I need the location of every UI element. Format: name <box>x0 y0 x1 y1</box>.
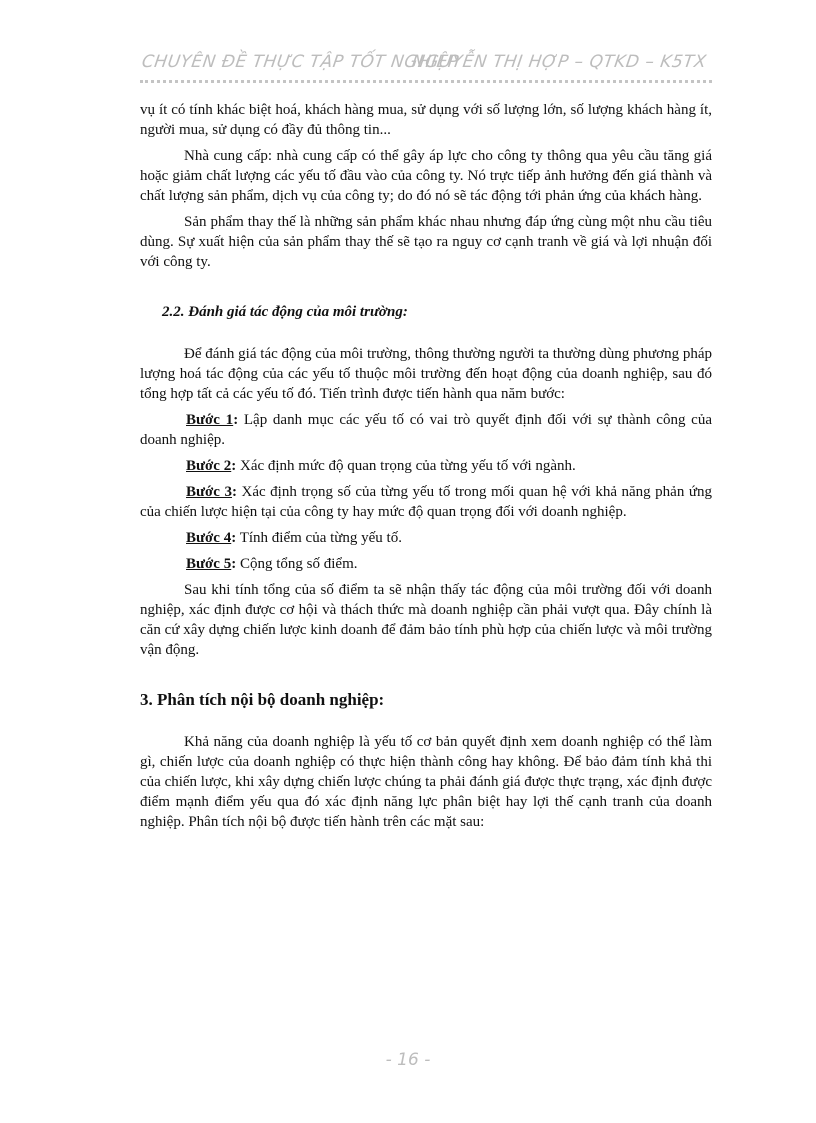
page-header <box>140 52 712 82</box>
step-2-text: Xác định mức độ quan trọng của từng yếu tố với ngành. <box>236 458 576 474</box>
paragraph-evaluation-summary: Sau khi tính tổng của số điểm ta sẽ nhận thấy tác động của môi trường đối với doanh nghiệp, xác định được cơ hội và thách thức mà doanh nghiệp cần phải vượt qua. Đây chính là căn cứ xây dựng chiến lược kinh doanh để đảm bảo tính phù hợp của chiến lược và môi trường vận động. <box>140 582 712 658</box>
paragraph-substitutes: Sản phẩm thay thế là những sản phẩm khác nhau nhưng đáp ứng cùng một nhu cầu tiêu dùng. Sự xuất hiện của sản phẩm thay thế sẽ tạo ra nguy cơ cạnh tranh về giá và lợi nhuận đối với công ty. <box>140 214 712 270</box>
paragraph-suppliers: Nhà cung cấp: nhà cung cấp có thể gây áp lực cho công ty thông qua yêu cầu tăng giá hoặc giảm chất lượng các yếu tố đầu vào của công ty. Nó trực tiếp ảnh hưởng đến giá thành và chất lượng sản phẩm, dịch vụ của công ty; do đó nó sẽ tác động tới phản ứng của khách hàng. <box>140 148 712 204</box>
step-3: Bước 3: Xác định trọng số của từng yếu tố trong mối quan hệ với khả năng phản ứng của chiến lược hiện tại của công ty hay mức độ quan trọng đối với doanh nghiệp. <box>140 484 712 520</box>
step-3-label: Bước 3 <box>186 484 232 500</box>
paragraph-internal-analysis: Khả năng của doanh nghiệp là yếu tố cơ bản quyết định xem doanh nghiệp có thể làm gì, chiến lược của doanh nghiệp có thực hiện thành công hay không. Để bảo đảm tính khả thi của chiến lược, khi xây dựng chiến lược chúng ta phải đánh giá được thực trạng, xác định được điểm mạnh điểm yếu qua đó xác định năng lực phân biệt hay lợi thế cạnh tranh của doanh nghiệp. Phân tích nội bộ được tiến hành trên các mặt sau: <box>140 734 712 830</box>
paragraph-continuation: vụ ít có tính khác biệt hoá, khách hàng mua, sử dụng với số lượng lớn, số lượng khách hàng ít, người mua, sử dụng có đầy đủ thông tin... <box>140 102 712 138</box>
step-4-text: Tính điểm của từng yếu tố. <box>236 530 402 546</box>
step-5: Bước 5: Cộng tổng số điểm. <box>186 556 358 572</box>
step-2-label: Bước 2 <box>186 458 232 474</box>
step-5-label: Bước 5 <box>186 556 232 572</box>
page-number: - 16 - <box>385 1050 431 1070</box>
document-body <box>140 100 712 832</box>
header-dotted-divider <box>140 80 712 83</box>
subsection-heading: 2.2. Đánh giá tác động của môi trường: <box>162 304 408 320</box>
header-author: NGUYỄN THỊ HỢP – QTKD – K5TX <box>410 52 708 72</box>
step-3-text: Xác định trọng số của từng yếu tố trong mối quan hệ với khả năng phản ứng của chiến lược hiện tại của công ty hay mức độ quan trọng đối với doanh nghiệp. <box>140 484 712 520</box>
step-2: Bước 2: Xác định mức độ quan trọng của từng yếu tố với ngành. <box>186 458 576 474</box>
section-heading: 3. Phân tích nội bộ doanh nghiệp: <box>140 690 385 709</box>
paragraph-evaluation-intro: Để đánh giá tác động của môi trường, thông thường người ta thường dùng phương pháp lượng hoá tác động của các yếu tố thuộc môi trường đến hoạt động của doanh nghiệp, sau đó tổng hợp tất cả các yếu tố đó. Tiến trình được tiến hành qua năm bước: <box>140 346 712 402</box>
step-4: Bước 4: Tính điểm của từng yếu tố. <box>186 530 402 546</box>
header-title: CHUYÊN ĐỀ THỰC TẬP TỐT NGHIỆP <box>140 52 461 72</box>
step-5-text: Cộng tổng số điểm. <box>236 556 358 572</box>
step-1-label: Bước 1 <box>186 412 234 428</box>
step-4-label: Bước 4 <box>186 530 232 546</box>
step-1: Bước 1: Lập danh mục các yếu tố có vai trò quyết định đối với sự thành công của doanh nghiệp. <box>140 412 712 448</box>
step-1-text: Lập danh mục các yếu tố có vai trò quyết định đối với sự thành công của doanh nghiệp. <box>140 412 712 448</box>
